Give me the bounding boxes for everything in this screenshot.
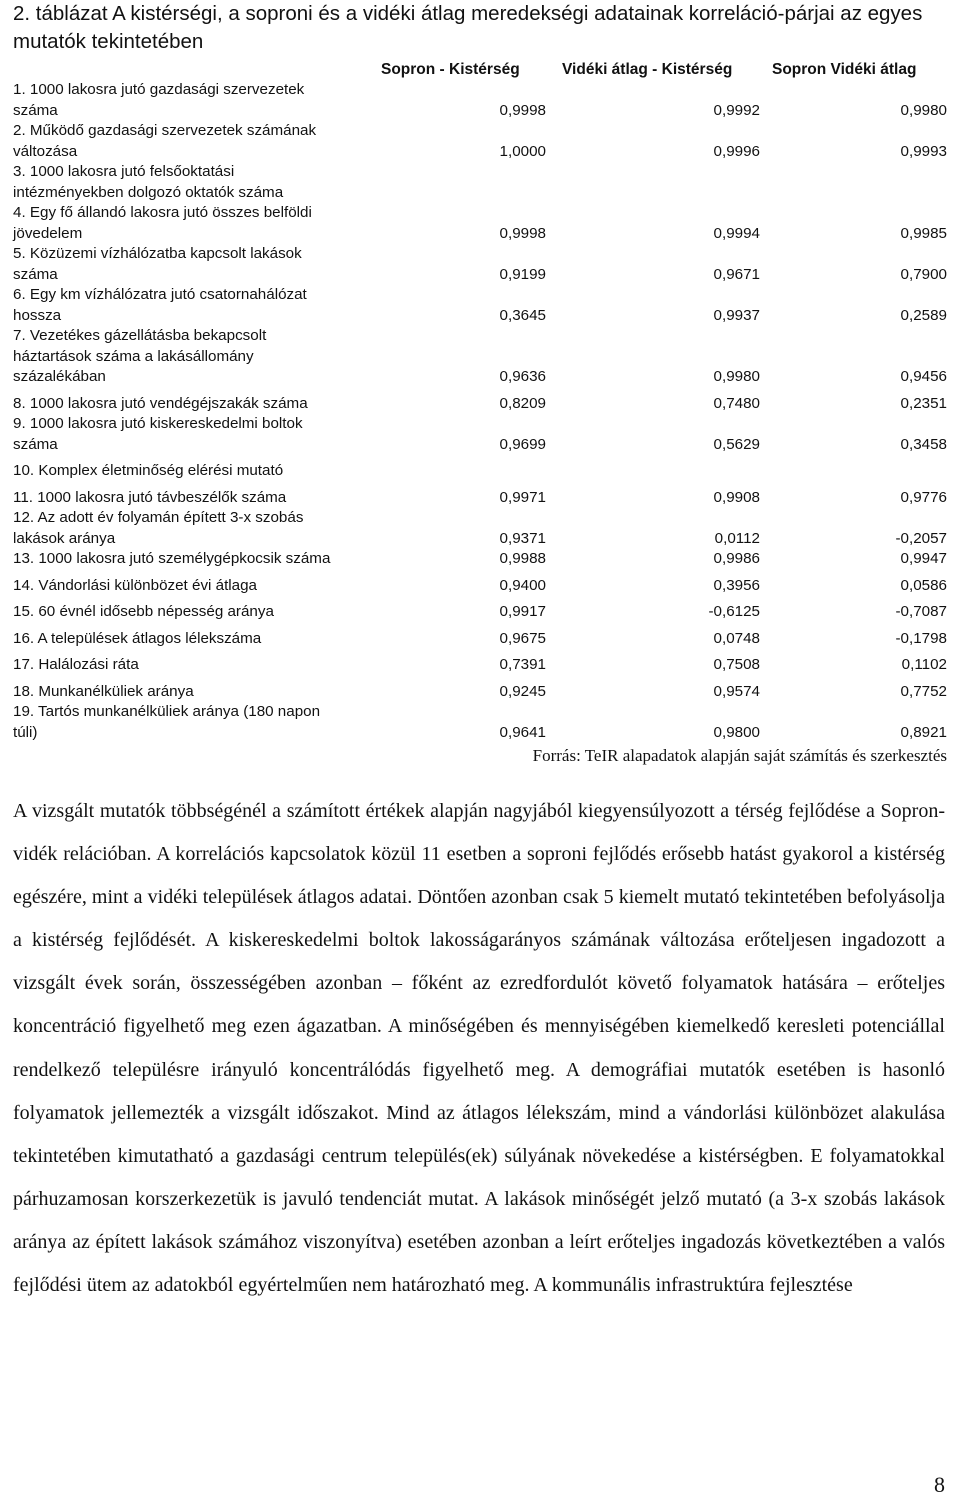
table-row	[13, 623, 947, 650]
cell-sopron-kisterseg: 0,9675	[499, 629, 546, 647]
row-label: 5. Közüzemi vízhálózatba kapcsolt lakások száma	[13, 245, 302, 283]
cell-sopron-videki: -0,2057	[895, 529, 947, 547]
row-label: 10. Komplex életminőség elérési mutató	[13, 462, 284, 479]
table-row	[13, 702, 947, 743]
row-label: 3. 1000 lakosra jutó felsőoktatási intézményekben dolgozó oktatók száma	[13, 163, 284, 201]
cell-videki-kisterseg: 0,9986	[713, 550, 760, 567]
cell-sopron-videki: 0,0586	[900, 576, 947, 594]
cell-videki-kisterseg: 0,7508	[713, 656, 760, 673]
column-header-sopron-videki: Sopron Vidéki átlag	[772, 61, 917, 78]
cell-sopron-kisterseg: 0,9917	[499, 603, 546, 620]
cell-sopron-kisterseg: 0,9998	[499, 224, 546, 242]
cell-sopron-kisterseg: 0,9699	[499, 435, 546, 453]
table-source: Forrás: TeIR alapadatok alapján saját számítás és szerkesztés	[532, 746, 947, 765]
cell-videki-kisterseg: 0,0748	[713, 629, 760, 647]
cell-videki-kisterseg	[546, 455, 760, 482]
cell-videki-kisterseg: 0,9671	[713, 265, 760, 283]
row-label: 11. 1000 lakosra jutó távbeszélők száma	[13, 488, 287, 506]
row-label: 2. Működő gazdasági szervezetek számának változása	[13, 122, 317, 160]
row-label: 9. 1000 lakosra jutó kiskereskedelmi boltok száma	[13, 415, 303, 453]
cell-sopron-kisterseg: 0,8209	[499, 394, 546, 412]
table-row	[13, 388, 947, 415]
table-row	[13, 244, 947, 285]
row-label: 1. 1000 lakosra jutó gazdasági szervezetek száma	[13, 81, 305, 119]
row-label: 16. A települések átlagos lélekszáma	[13, 629, 262, 647]
table-row	[13, 649, 947, 676]
table-row	[13, 203, 947, 244]
row-label: 19. Tartós munkanélküliek aránya (180 napon túli)	[13, 703, 321, 741]
page-number: 8	[934, 1472, 945, 1497]
cell-videki-kisterseg: 0,7480	[713, 394, 760, 412]
cell-videki-kisterseg: 0,9996	[713, 142, 760, 160]
cell-videki-kisterseg: 0,5629	[713, 435, 760, 453]
table-row	[13, 482, 947, 509]
row-label: 17. Halálozási ráta	[13, 656, 139, 673]
cell-videki-kisterseg: 0,9994	[713, 224, 760, 242]
body-paragraph: A vizsgált mutatók többségénél a számított értékek alapján nagyjából kiegyensúlyozott a térség fejlődése a Sopron-vidék relációban. A korrelációs kapcsolatok közül 11 esetben a soproni fejlődés erősebb hatást gyakorol a kistérség egészére, mint a vidéki települések átlagos adatai. Döntően azonban csak 5 kiemelt mutató tekintetében befolyásolja a kistérség fejlődését. A kiskereskedelmi boltok lakosságarányos számának változása erőteljesen ingadozott a vizsgált évek során, összességében azonban – főként az ezredfordulót követő folyamatok hatására – erőteljes koncentráció figyelhető meg ezen ágazatban. A minőségében és mennyiségében kiemelkedő keresleti potenciállal rendelkező településre irányuló koncentrálódás figyelhető meg. A demográfiai mutatók esetében is hasonló folyamatok jellemezték a vizsgált időszakot. Mind az átlagos lélekszám, mind a vándorlási különbözet alakulása tekintetében kimutatható a gazdasági centrum település(ek) súlyának növekedése a kistérségben. E folyamatokkal párhuzamosan korszerkezetük is javuló tendenciát mutat. A lakások minőségét jelző mutató (a 3-x szobás lakások aránya az épített lakások számához viszonyítva) esetében azonban a leírt erőteljes ingadozás következtében a valós fejlődési ütem az adatokból egyértelműen nem határozható meg. A kommunális infrastruktúra fejlesztése	[13, 800, 945, 1297]
cell-sopron-videki: 0,9456	[900, 368, 947, 385]
cell-sopron-kisterseg: 0,7391	[499, 656, 546, 673]
cell-sopron-videki: 0,7900	[900, 265, 947, 283]
cell-sopron-kisterseg: 0,3645	[499, 306, 546, 324]
table-row	[13, 80, 947, 121]
row-label: 18. Munkanélküliek aránya	[13, 682, 194, 700]
table-row	[13, 121, 947, 162]
cell-sopron-videki	[760, 455, 947, 482]
table-row	[13, 596, 947, 623]
table-row	[13, 508, 947, 549]
cell-sopron-kisterseg: 0,9641	[499, 723, 546, 741]
row-label: 6. Egy km vízhálózatra jutó csatornahálózat hossza	[13, 286, 307, 324]
cell-videki-kisterseg: 0,9800	[713, 723, 760, 741]
cell-videki-kisterseg: 0,3956	[713, 576, 760, 594]
cell-videki-kisterseg: 0,0112	[714, 529, 760, 547]
cell-sopron-videki	[760, 162, 947, 203]
cell-videki-kisterseg: -0,6125	[708, 603, 760, 620]
cell-sopron-videki: 0,9985	[900, 224, 947, 242]
cell-sopron-kisterseg: 0,9636	[499, 368, 546, 385]
cell-sopron-kisterseg: 0,9371	[499, 529, 546, 547]
table-row	[13, 676, 947, 703]
cell-sopron-videki: -0,7087	[895, 603, 947, 620]
table-row	[13, 570, 947, 597]
cell-sopron-videki: 0,8921	[900, 723, 947, 741]
table-title: 2. táblázat A kistérségi, a soproni és a vidéki átlag meredekségi adatainak korreláció-párjai az egyes mutatók tekintetében	[13, 2, 923, 53]
cell-videki-kisterseg: 0,9992	[713, 101, 760, 119]
cell-videki-kisterseg: 0,9574	[713, 682, 760, 700]
cell-sopron-videki: 0,9776	[900, 488, 947, 506]
cell-sopron-videki: 0,2589	[900, 306, 947, 324]
cell-sopron-kisterseg: 0,9199	[499, 265, 546, 283]
cell-sopron-kisterseg: 0,9971	[499, 488, 546, 506]
cell-sopron-kisterseg: 0,9988	[499, 550, 546, 567]
row-label: 8. 1000 lakosra jutó vendégéjszakák száma	[13, 394, 308, 412]
column-header-videki-kisterseg: Vidéki átlag - Kistérség	[562, 61, 733, 78]
cell-videki-kisterseg: 0,9937	[713, 306, 760, 324]
cell-sopron-kisterseg: 0,9998	[499, 101, 546, 119]
cell-sopron-videki: 0,3458	[900, 435, 947, 453]
row-label: 13. 1000 lakosra jutó személygépkocsik száma	[13, 550, 331, 567]
cell-sopron-videki: 0,9993	[900, 142, 947, 160]
cell-sopron-videki: 0,1102	[901, 656, 947, 673]
table-body	[13, 80, 947, 743]
cell-videki-kisterseg: 0,9908	[713, 488, 760, 506]
table-row	[13, 326, 947, 388]
cell-sopron-kisterseg: 0,9400	[499, 576, 546, 594]
correlation-table	[13, 80, 947, 743]
row-label: 15. 60 évnél idősebb népesség aránya	[13, 603, 274, 620]
cell-sopron-videki: 0,9980	[900, 101, 947, 119]
cell-sopron-kisterseg: 0,9245	[499, 682, 546, 700]
row-label: 4. Egy fő állandó lakosra jutó összes belföldi jövedelem	[13, 204, 312, 242]
column-header-sopron-kisterseg: Sopron - Kistérség	[381, 61, 520, 78]
row-label: 14. Vándorlási különbözet évi átlaga	[13, 576, 258, 594]
table-row	[13, 455, 947, 482]
cell-sopron-kisterseg: 1,0000	[499, 142, 546, 160]
cell-sopron-videki: 0,9947	[900, 550, 947, 567]
cell-sopron-kisterseg	[343, 162, 546, 203]
cell-sopron-kisterseg	[343, 455, 546, 482]
cell-videki-kisterseg: 0,9980	[713, 368, 760, 385]
cell-sopron-videki: 0,2351	[900, 394, 947, 412]
row-label: 12. Az adott év folyamán épített 3-x szobás lakások aránya	[13, 509, 304, 547]
table-row	[13, 549, 947, 570]
cell-sopron-videki: 0,7752	[900, 682, 947, 700]
cell-sopron-videki: -0,1798	[895, 629, 947, 647]
table-row	[13, 162, 947, 203]
table-row	[13, 285, 947, 326]
table-row	[13, 414, 947, 455]
cell-videki-kisterseg	[546, 162, 760, 203]
row-label: 7. Vezetékes gázellátásba bekapcsolt háztartások száma a lakásállomány százalékában	[13, 327, 267, 385]
